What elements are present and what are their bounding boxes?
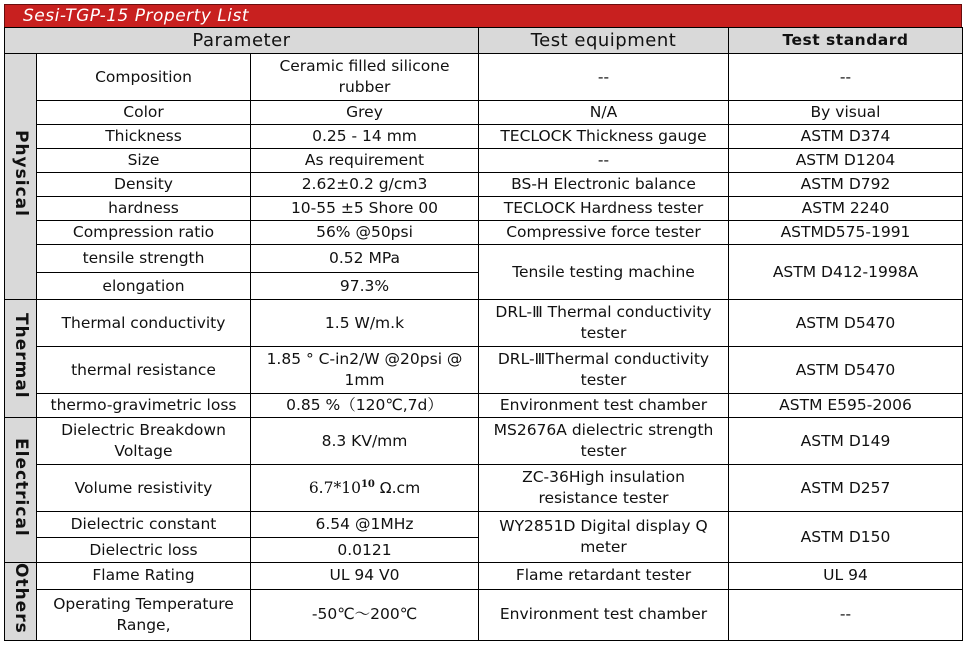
value-cell: Grey [251,101,479,125]
standard-cell: ASTM D1204 [729,149,963,173]
group-label: Thermal [11,312,31,399]
equipment-cell: -- [479,149,729,173]
param-cell: Compression ratio [37,221,251,245]
param-cell: Dielectric loss [37,538,251,563]
table-row [5,300,963,347]
value-cell: 0.52 MPa [251,245,479,273]
equipment-cell: WY2851D Digital display Q meter [479,512,729,563]
standard-cell: ASTM D150 [729,512,963,563]
volume-value-exponent: 10 [360,478,375,490]
equipment-cell: Environment test chamber [479,589,729,640]
standard-cell: -- [729,589,963,640]
header-standard: Test standard [729,28,963,54]
param-cell: tensile strength [37,245,251,273]
table-row [5,394,963,418]
param-cell: Dielectric Breakdown Voltage [37,418,251,465]
param-cell: Volume resistivity [37,465,251,512]
equipment-cell: DRL-ⅢThermal conductivity tester [479,347,729,394]
param-cell: Thermal conductivity [37,300,251,347]
group-label: Electrical [11,437,31,537]
group-thermal [5,300,37,418]
equipment-cell: DRL-Ⅲ Thermal conductivity tester [479,300,729,347]
standard-cell: ASTM E595-2006 [729,394,963,418]
volume-value-unit: Ω.cm [374,478,421,497]
value-cell: 56% @50psi [251,221,479,245]
standard-cell: ASTMD575-1991 [729,221,963,245]
equipment-cell: Environment test chamber [479,394,729,418]
param-cell: thermal resistance [37,347,251,394]
standard-cell: ASTM D792 [729,173,963,197]
header-row [5,28,963,54]
standard-cell: ASTM 2240 [729,197,963,221]
param-cell: Flame Rating [37,563,251,590]
group-label: Others [11,563,31,634]
value-cell: Ceramic filled silicone rubber [251,54,479,101]
param-cell: Composition [37,54,251,101]
param-cell: Thickness [37,125,251,149]
table-row [5,512,963,538]
table-row [5,101,963,125]
value-cell: 1.85 ° C-in2/W @20psi @ 1mm [251,347,479,394]
group-others [5,563,37,641]
table-row [5,347,963,394]
standard-cell: ASTM D149 [729,418,963,465]
param-cell: Dielectric constant [37,512,251,538]
value-cell: 0.25 - 14 mm [251,125,479,149]
param-cell: Color [37,101,251,125]
value-cell: 8.3 KV/mm [251,418,479,465]
group-electrical [5,418,37,563]
table-row [5,197,963,221]
group-label: Physical [11,130,31,217]
table-row [5,173,963,197]
header-parameter: Parameter [5,28,479,54]
equipment-cell: BS-H Electronic balance [479,173,729,197]
table-row [5,563,963,590]
equipment-cell: MS2676A dielectric strength tester [479,418,729,465]
standard-cell: ASTM D412-1998A [729,245,963,300]
equipment-cell: ZC-36High insulation resistance tester [479,465,729,512]
volume-value-base: 6.7*10 [308,478,361,497]
standard-cell: -- [729,54,963,101]
standard-cell: ASTM D257 [729,465,963,512]
standard-cell: UL 94 [729,563,963,590]
property-list [4,4,962,641]
value-cell: -50℃～200℃ [251,589,479,640]
value-cell: 0.0121 [251,538,479,563]
equipment-cell: Flame retardant tester [479,563,729,590]
param-cell: Operating Temperature Range, [37,589,251,640]
standard-cell: ASTM D5470 [729,347,963,394]
value-cell: 0.85 %（120℃,7d） [251,394,479,418]
value-cell: 97.3% [251,273,479,300]
table-row [5,149,963,173]
value-cell: 10-55 ±5 Shore 00 [251,197,479,221]
equipment-cell: N/A [479,101,729,125]
table-row [5,245,963,273]
table-row [5,589,963,640]
param-cell: thermo-gravimetric loss [37,394,251,418]
param-cell: elongation [37,273,251,300]
value-cell: As requirement [251,149,479,173]
group-physical [5,54,37,300]
equipment-cell: Compressive force tester [479,221,729,245]
table-title: Sesi-TGP-15 Property List [4,4,962,27]
param-cell: hardness [37,197,251,221]
table-row [5,418,963,465]
standard-cell: ASTM D5470 [729,300,963,347]
param-cell: Size [37,149,251,173]
table-row [5,54,963,101]
table-row [5,465,963,512]
standard-cell: By visual [729,101,963,125]
value-cell: 6.54 @1MHz [251,512,479,538]
equipment-cell: TECLOCK Thickness gauge [479,125,729,149]
equipment-cell: TECLOCK Hardness tester [479,197,729,221]
equipment-cell: -- [479,54,729,101]
table-row [5,125,963,149]
param-cell: Density [37,173,251,197]
standard-cell: ASTM D374 [729,125,963,149]
value-cell: 2.62±0.2 g/cm3 [251,173,479,197]
property-table [4,27,963,641]
header-equipment: Test equipment [479,28,729,54]
value-cell: UL 94 V0 [251,563,479,590]
equipment-cell: Tensile testing machine [479,245,729,300]
table-row [5,221,963,245]
value-cell [251,465,479,512]
value-cell: 1.5 W/m.k [251,300,479,347]
